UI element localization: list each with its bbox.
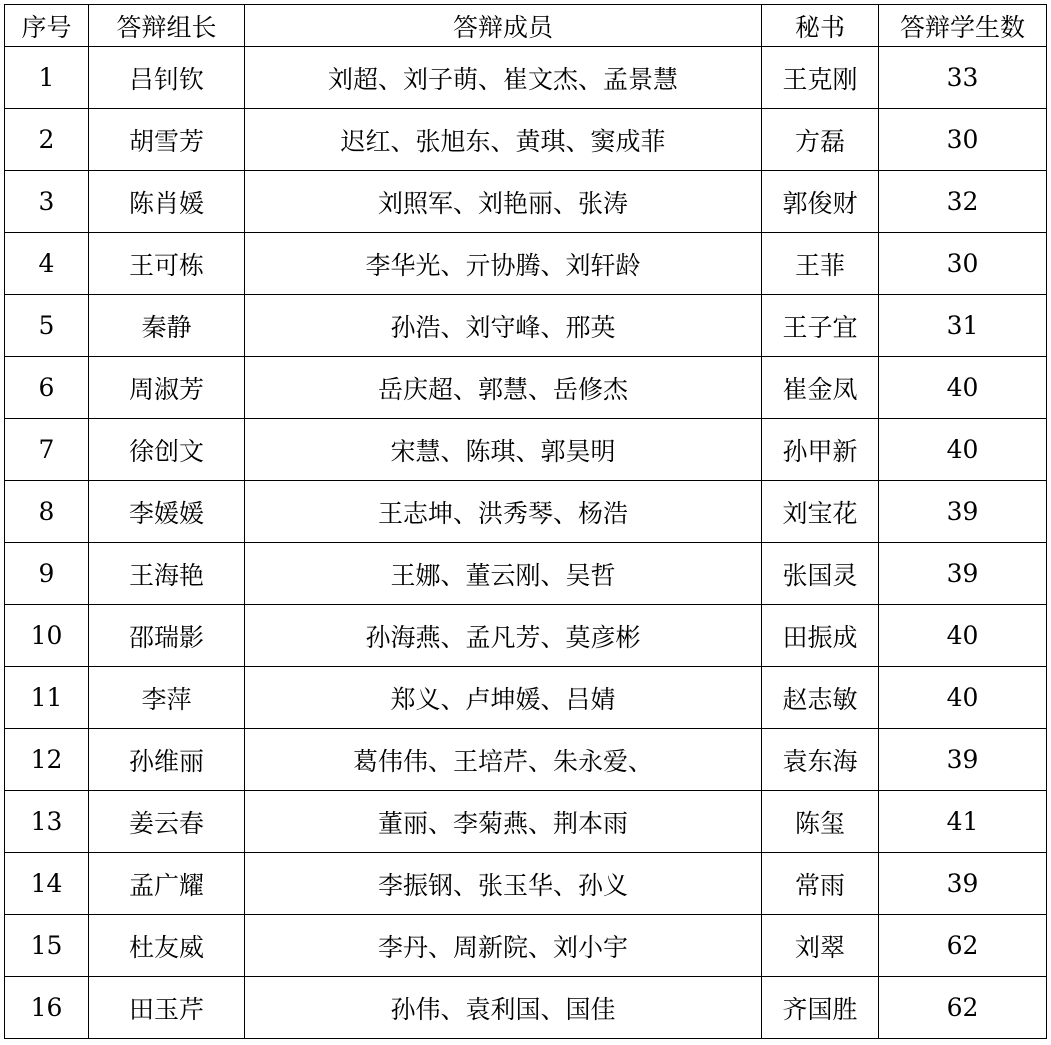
- cell-group-members: 孙浩、刘守峰、邢英: [245, 295, 762, 357]
- cell-student-count: 39: [879, 481, 1047, 543]
- cell-secretary: 袁东海: [762, 729, 879, 791]
- header-row: [5, 5, 1047, 47]
- cell-student-count: 31: [879, 295, 1047, 357]
- cell-student-count: 30: [879, 233, 1047, 295]
- table-row: [5, 667, 1047, 729]
- cell-student-count: 40: [879, 419, 1047, 481]
- cell-student-count: 33: [879, 47, 1047, 109]
- header-group-members: 答辩成员: [245, 5, 762, 47]
- header-student-count: 答辩学生数: [879, 5, 1047, 47]
- cell-group-leader: 李媛媛: [89, 481, 245, 543]
- cell-group-leader: 邵瑞影: [89, 605, 245, 667]
- table-row: [5, 357, 1047, 419]
- cell-secretary: 王克刚: [762, 47, 879, 109]
- header-secretary: 秘书: [762, 5, 879, 47]
- table-row: [5, 233, 1047, 295]
- header-index: 序号: [5, 5, 89, 47]
- cell-index: 14: [5, 853, 89, 915]
- cell-group-leader: 陈肖媛: [89, 171, 245, 233]
- table-row: [5, 853, 1047, 915]
- cell-group-members: 葛伟伟、王培芹、朱永爱、: [245, 729, 762, 791]
- cell-group-leader: 王可栋: [89, 233, 245, 295]
- cell-student-count: 39: [879, 543, 1047, 605]
- cell-group-leader: 孙维丽: [89, 729, 245, 791]
- table-row: [5, 419, 1047, 481]
- cell-student-count: 62: [879, 915, 1047, 977]
- cell-group-members: 岳庆超、郭慧、岳修杰: [245, 357, 762, 419]
- cell-group-leader: 孟广耀: [89, 853, 245, 915]
- table-row: [5, 295, 1047, 357]
- header-group-leader: 答辩组长: [89, 5, 245, 47]
- table-row: [5, 791, 1047, 853]
- cell-group-members: 迟红、张旭东、黄琪、窦成菲: [245, 109, 762, 171]
- cell-group-members: 王志坤、洪秀琴、杨浩: [245, 481, 762, 543]
- cell-group-leader: 胡雪芳: [89, 109, 245, 171]
- cell-secretary: 刘翠: [762, 915, 879, 977]
- cell-student-count: 39: [879, 853, 1047, 915]
- cell-group-members: 刘照军、刘艳丽、张涛: [245, 171, 762, 233]
- cell-secretary: 齐国胜: [762, 977, 879, 1039]
- cell-secretary: 方磊: [762, 109, 879, 171]
- cell-student-count: 32: [879, 171, 1047, 233]
- cell-index: 7: [5, 419, 89, 481]
- cell-group-leader: 姜云春: [89, 791, 245, 853]
- table-body: [5, 47, 1047, 1039]
- table-row: [5, 543, 1047, 605]
- cell-index: 4: [5, 233, 89, 295]
- cell-group-members: 郑义、卢坤媛、吕婧: [245, 667, 762, 729]
- cell-student-count: 30: [879, 109, 1047, 171]
- cell-group-members: 李振钢、张玉华、孙义: [245, 853, 762, 915]
- cell-index: 5: [5, 295, 89, 357]
- cell-secretary: 孙甲新: [762, 419, 879, 481]
- table-row: [5, 977, 1047, 1039]
- cell-student-count: 62: [879, 977, 1047, 1039]
- cell-group-leader: 吕钊钦: [89, 47, 245, 109]
- cell-student-count: 40: [879, 667, 1047, 729]
- cell-index: 1: [5, 47, 89, 109]
- cell-group-leader: 周淑芳: [89, 357, 245, 419]
- cell-secretary: 郭俊财: [762, 171, 879, 233]
- cell-secretary: 张国灵: [762, 543, 879, 605]
- cell-group-members: 王娜、董云刚、吴哲: [245, 543, 762, 605]
- cell-student-count: 40: [879, 605, 1047, 667]
- cell-group-leader: 秦静: [89, 295, 245, 357]
- cell-group-leader: 徐创文: [89, 419, 245, 481]
- table-row: [5, 109, 1047, 171]
- cell-group-leader: 田玉芹: [89, 977, 245, 1039]
- cell-student-count: 41: [879, 791, 1047, 853]
- cell-group-members: 李丹、周新院、刘小宇: [245, 915, 762, 977]
- cell-index: 8: [5, 481, 89, 543]
- cell-index: 15: [5, 915, 89, 977]
- cell-secretary: 崔金凤: [762, 357, 879, 419]
- table-row: [5, 729, 1047, 791]
- cell-group-leader: 王海艳: [89, 543, 245, 605]
- table-row: [5, 171, 1047, 233]
- cell-group-members: 宋慧、陈琪、郭昊明: [245, 419, 762, 481]
- cell-secretary: 王子宜: [762, 295, 879, 357]
- cell-group-leader: 李萍: [89, 667, 245, 729]
- cell-group-leader: 杜友威: [89, 915, 245, 977]
- cell-index: 6: [5, 357, 89, 419]
- cell-secretary: 陈玺: [762, 791, 879, 853]
- cell-index: 3: [5, 171, 89, 233]
- cell-secretary: 刘宝花: [762, 481, 879, 543]
- cell-index: 9: [5, 543, 89, 605]
- cell-secretary: 田振成: [762, 605, 879, 667]
- table-row: [5, 605, 1047, 667]
- cell-student-count: 39: [879, 729, 1047, 791]
- cell-index: 2: [5, 109, 89, 171]
- cell-group-members: 孙海燕、孟凡芳、莫彦彬: [245, 605, 762, 667]
- cell-group-members: 刘超、刘子萌、崔文杰、孟景慧: [245, 47, 762, 109]
- cell-index: 16: [5, 977, 89, 1039]
- cell-index: 13: [5, 791, 89, 853]
- defense-group-table: [4, 4, 1047, 1039]
- table-row: [5, 481, 1047, 543]
- cell-secretary: 王菲: [762, 233, 879, 295]
- cell-group-members: 孙伟、袁利国、国佳: [245, 977, 762, 1039]
- cell-index: 10: [5, 605, 89, 667]
- cell-student-count: 40: [879, 357, 1047, 419]
- cell-secretary: 常雨: [762, 853, 879, 915]
- cell-secretary: 赵志敏: [762, 667, 879, 729]
- cell-index: 12: [5, 729, 89, 791]
- cell-group-members: 李华光、亓协腾、刘轩龄: [245, 233, 762, 295]
- table-row: [5, 915, 1047, 977]
- table-row: [5, 47, 1047, 109]
- cell-group-members: 董丽、李菊燕、荆本雨: [245, 791, 762, 853]
- cell-index: 11: [5, 667, 89, 729]
